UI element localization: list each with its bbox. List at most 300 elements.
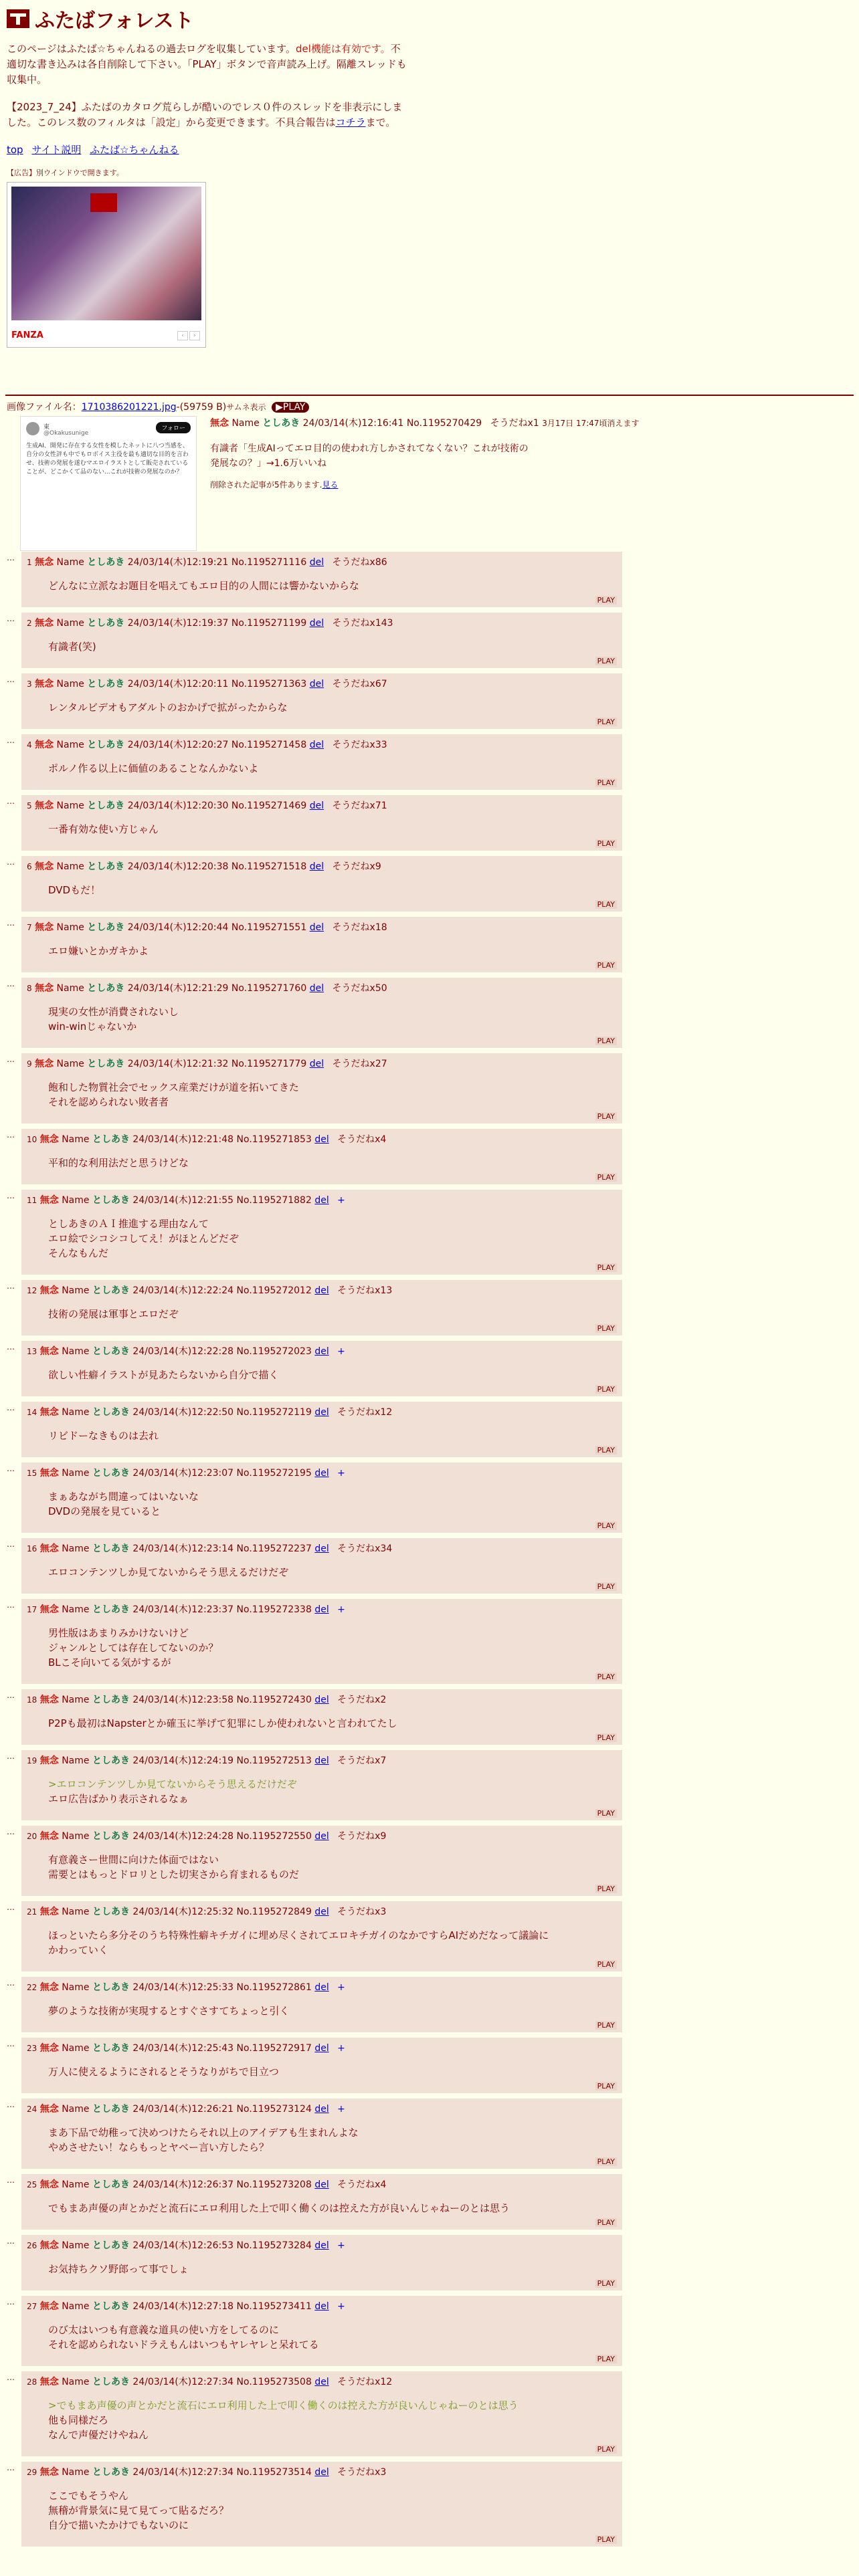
tweet-handle: @Okakusunige [43,430,89,437]
chevron-right-icon[interactable]: › [189,331,200,340]
reply-subject: 無念 [39,1982,59,1993]
reply-play [27,2355,617,2363]
reply-number: No.1195273514 [236,2467,312,2478]
reply-name-label: Name [62,1831,90,1842]
play-button[interactable]: PLAY [595,596,617,605]
reply-name-label: Name [62,2043,90,2054]
del-link[interactable]: del [314,2104,329,2115]
reply-number: No.1195273208 [236,2179,312,2190]
play-button[interactable]: PLAY [595,2082,617,2090]
reply-menu-icon[interactable]: … [7,675,15,684]
reply-number: No.1195273124 [236,2104,312,2115]
reply-body [48,578,617,593]
del-link[interactable]: del [309,861,324,872]
soudane-button[interactable]: そうだねx2 [337,1695,387,1705]
soudane-plus-button[interactable]: + [337,2240,345,2251]
reply-name: としあき [87,1059,125,1069]
reply-post [7,795,622,851]
reply-box [21,613,622,668]
file-line [7,400,850,413]
del-link[interactable]: del [309,679,324,689]
soudane-button[interactable]: そうだねx71 [332,800,387,811]
reply-menu-icon[interactable]: … [7,1691,15,1700]
soudane-plus-button[interactable]: + [337,2104,345,2115]
reply-line: 自分で描いたかけでもないのに [48,2519,189,2531]
reply-play [27,1263,617,1272]
soudane-button[interactable]: そうだねx34 [337,1543,393,1554]
soudane-button[interactable]: そうだねx3 [337,2467,387,2478]
del-link[interactable]: del [309,922,324,933]
del-link[interactable]: del [309,800,324,811]
reply-name-label: Name [62,1285,90,1296]
soudane-button[interactable]: そうだねx9 [337,1831,387,1842]
play-button[interactable]: PLAY [595,1385,617,1394]
reply-name: としあき [92,2467,130,2478]
reply-number: No.1195271458 [231,740,307,750]
report-link[interactable]: コチラ [335,116,366,128]
soudane-plus-button[interactable]: + [337,1982,345,1993]
reply-datetime: 24/03/14(木)12:23:14 [132,1543,234,1554]
reply-box [21,917,622,972]
ad-title-badge [90,193,117,212]
reply-datetime: 24/03/14(木)12:22:24 [132,1285,234,1296]
soudane-button[interactable]: そうだねx12 [337,1407,393,1418]
reply-line: 男性版はあまりみかけないけど [48,1627,189,1639]
reply-name-label: Name [62,1907,90,1917]
del-link[interactable]: del [314,2467,329,2478]
reply-menu-icon[interactable]: … [7,1403,15,1412]
reply-index: 18 [27,1695,37,1705]
reply-body [48,2323,617,2352]
reply-meta [27,1467,617,1480]
play-button[interactable]: PLAY [595,1263,617,1272]
reply-meta [27,2466,617,2479]
reply-subject: 無念 [39,1346,59,1357]
soudane-button[interactable]: そうだねx27 [332,1059,387,1069]
reply-box [21,978,622,1048]
reply-name-label: Name [56,983,84,994]
soudane-button[interactable]: そうだねx3 [337,1907,387,1917]
soudane-plus-button[interactable]: + [337,1604,345,1615]
reply-menu-icon[interactable]: … [7,2373,15,2382]
reply-menu-icon[interactable]: … [7,1827,15,1836]
play-button[interactable]: PLAY [595,1582,617,1591]
play-button[interactable]: PLAY [595,961,617,970]
reply-body [48,2262,617,2276]
op-body-line-1: 有識者「生成AIってエロ目的の使われ方しかされてなくない？これが技術の [210,443,529,454]
reply-index: 11 [27,1196,37,1205]
reply-menu-icon[interactable]: … [7,1903,15,1912]
ad-banner[interactable] [7,182,206,348]
play-button[interactable]: PLAY [595,2218,617,2227]
reply-subject: 無念 [39,1695,59,1705]
play-button[interactable]: PLAY [595,2021,617,2030]
reply-meta [27,1603,617,1616]
reply-name: としあき [92,1346,130,1357]
reply-subject: 無念 [35,618,54,629]
reply-subject: 無念 [35,800,54,811]
reply-name: としあき [92,2179,130,2190]
reply-menu-icon[interactable]: … [7,614,15,623]
del-link[interactable]: del [314,2301,329,2312]
nav-top-link[interactable]: top [7,144,23,156]
reply-subject: 無念 [39,2240,59,2251]
reply-menu-icon[interactable]: … [7,2463,15,2472]
play-button[interactable]: PLAY [595,2355,617,2363]
del-link[interactable]: del [314,2240,329,2251]
file-info: -(59759 B) [176,402,227,413]
reply-menu-icon[interactable]: … [7,2297,15,2306]
reply-body [48,1716,617,1731]
soudane-button[interactable]: そうだねx50 [332,983,387,994]
play-button[interactable]: PLAY [595,1521,617,1530]
op-play-button[interactable] [272,402,309,413]
reply-name-label: Name [62,1346,90,1357]
del-link[interactable]: del [314,1604,329,1615]
del-link[interactable]: del [309,1059,324,1069]
reply-name-label: Name [62,2240,90,2251]
reply-play [27,1037,617,1045]
reply-subject: 無念 [35,861,54,872]
reply-menu-icon[interactable]: … [7,1191,15,1200]
reply-index: 2 [27,619,32,628]
reply-name-label: Name [62,2377,90,2387]
soudane-button[interactable]: そうだねx13 [337,1285,393,1296]
reply-name: としあき [87,922,125,933]
del-link[interactable]: del [314,1195,329,1206]
reply-line: P2Pも最初はNapsterとか確玉に挙げて犯罪にしか使われないと言われてたし [48,1717,397,1729]
reply-line: としあきのＡＩ推進する理由なんて [48,1218,209,1230]
play-button[interactable]: PLAY [595,718,617,726]
reply-menu-icon[interactable]: … [7,1600,15,1610]
reply-index: 10 [27,1135,37,1144]
reply-name: としあき [87,679,125,689]
reply-datetime: 24/03/14(木)12:20:11 [127,679,229,689]
reply-datetime: 24/03/14(木)12:20:27 [127,740,229,750]
intro-text-c: 不適切な書き込みは各自削除して下さい。「PLAY」ボタンで音声読み上げ。隔離スレッドも収集中。 [7,43,407,86]
reply-line: でもまあ声優の声とかだと流石にエロ利用した上で叩く働くのは控えた方が良いんじゃねーのとは思う [48,2202,510,2214]
reply-line: どんなに立派なお題目を唱えてもエロ目的の人間には響かないからな [48,580,360,592]
reply-line: 技術の発展は軍事とエロだぞ [48,1308,179,1320]
reply-index: 5 [27,801,32,811]
reply-menu-icon[interactable]: … [7,1539,15,1549]
del-link[interactable]: del [314,2043,329,2054]
play-button[interactable]: PLAY [595,1037,617,1045]
reply-name: としあき [92,2104,130,2115]
reply-body [48,1004,617,1034]
reply-meta [27,1345,617,1358]
reply-menu-icon[interactable]: … [7,2175,15,2185]
reply-index: 19 [27,1756,37,1765]
play-button[interactable]: PLAY [595,2535,617,2544]
reply-line: 一番有効な使い方じゃん [48,823,159,835]
del-link[interactable]: del [314,1407,329,1418]
ad-image[interactable] [11,187,201,320]
reply-menu-icon[interactable]: … [7,1978,15,1988]
play-button[interactable]: PLAY [595,1885,617,1893]
reply-subject: 無念 [35,740,54,750]
reply-name-label: Name [62,2467,90,2478]
reply-line: やめさせたい！ならもっとヤベー言い方したら？ [48,2141,270,2153]
reply-subject: 無念 [39,2301,59,2312]
reply-subject: 無念 [39,1285,59,1296]
reply-post [7,2235,622,2290]
reply-line: DVDの発展を見ていると [48,1505,161,1517]
reply-name-label: Name [62,1604,90,1615]
reply-post [7,613,622,668]
reply-datetime: 24/03/14(木)12:22:50 [132,1407,234,1418]
op-name: としあき [262,418,300,429]
reply-line: それを認められないドラえもんはいつもヤレヤレと呆れてる [48,2339,319,2351]
del-link[interactable]: del [314,2377,329,2387]
soudane-button[interactable]: そうだねx9 [332,861,381,872]
reply-subject: 無念 [35,679,54,689]
reply-index: 3 [27,679,32,689]
reply-menu-icon[interactable]: … [7,553,15,562]
reply-index: 15 [27,1469,37,1478]
ad-label: 【広告】別ウインドウで開きます。 [7,169,124,177]
reply-meta [27,799,617,813]
play-button[interactable]: PLAY [595,900,617,909]
soudane-button[interactable]: そうだねx4 [337,1134,387,1145]
del-link[interactable]: del [309,618,324,629]
chevron-left-icon[interactable]: ‹ [177,331,188,340]
reply-menu-icon[interactable]: … [7,1130,15,1140]
play-button[interactable]: PLAY [595,1112,617,1121]
reply-post [7,2038,622,2093]
del-link[interactable]: del [314,1907,329,1917]
reply-line: 平和的な利用法だと思うけどな [48,1157,189,1169]
reply-number: No.1195272513 [236,1755,312,1766]
deleted-notice [210,477,640,492]
reply-name-label: Name [56,1059,84,1069]
play-button[interactable]: PLAY [595,1809,617,1818]
reply-datetime: 24/03/14(木)12:27:34 [132,2467,234,2478]
reply-name-label: Name [56,922,84,933]
reply-name: としあき [92,1982,130,1993]
reply-name: としあき [92,1755,130,1766]
reply-datetime: 24/03/14(木)12:26:37 [132,2179,234,2190]
reply-play [27,718,617,726]
soudane-button[interactable]: そうだねx33 [332,740,387,750]
reply-subject: 無念 [39,1755,59,1766]
soudane-button[interactable]: そうだねx86 [332,557,387,568]
soudane-button[interactable]: そうだねx7 [337,1755,387,1766]
del-link[interactable]: del [314,1134,329,1145]
reply-index: 21 [27,1907,37,1917]
reply-box [21,1341,622,1396]
play-button[interactable]: PLAY [595,1173,617,1182]
reply-play [27,2082,617,2090]
reply-menu-icon[interactable]: … [7,2236,15,2246]
reply-name: としあき [92,1907,130,1917]
reply-box [21,2296,622,2366]
reply-body [48,761,617,776]
nav-about-link[interactable]: サイト説明 [31,144,82,156]
reply-menu-icon[interactable]: … [7,979,15,988]
reply-line: >エロコンテンツしか見てないからそう思えるだけだぞ [48,1778,297,1790]
file-link[interactable]: 1710386201221.jpg [81,402,177,413]
reply-name-label: Name [62,1982,90,1993]
reply-box [21,1280,622,1335]
del-link[interactable]: del [314,1755,329,1766]
play-button[interactable]: PLAY [595,839,617,848]
reply-menu-icon[interactable]: … [7,857,15,867]
reply-line: 欲しい性癖イラストが見あたらないから自分で描く [48,1369,279,1381]
reply-datetime: 24/03/14(木)12:21:55 [132,1195,234,1206]
play-button[interactable]: PLAY [595,1733,617,1742]
reply-line: お気持ちクソ野郎って事でしょ [48,2263,189,2275]
nav-futaba-link[interactable]: ふたば☆ちゃんねる [90,144,179,156]
op-play-label: PLAY [282,402,306,413]
reply-menu-icon[interactable]: … [7,1055,15,1064]
reply-number: No.1195271853 [236,1134,312,1145]
reply-datetime: 24/03/14(木)12:23:58 [132,1695,234,1705]
tweet-follow-button: フォロー [156,422,191,433]
reply-post [7,1901,622,1971]
reply-line: 万人に使えるようにされるとそうなりがちで目立つ [48,2066,279,2078]
play-button[interactable]: PLAY [595,2445,617,2454]
reply-line: DVDもだ！ [48,884,101,896]
play-button[interactable]: PLAY [595,657,617,665]
reply-menu-icon[interactable]: … [7,1281,15,1291]
reply-play [27,900,617,909]
reply-subject: 無念 [39,2179,59,2190]
reply-datetime: 24/03/14(木)12:25:32 [132,1907,234,1917]
soudane-plus-button[interactable]: + [337,2043,345,2054]
soudane-plus-button[interactable]: + [337,2301,345,2312]
play-button[interactable]: PLAY [595,1324,617,1333]
reply-index: 25 [27,2180,37,2189]
reply-post [7,1826,622,1896]
reply-subject: 無念 [39,1407,59,1418]
reply-index: 7 [27,923,32,932]
reply-body [48,1626,617,1670]
reply-menu-icon[interactable]: … [7,2100,15,2109]
reply-name: としあき [92,1543,130,1554]
reply-index: 12 [27,1286,37,1295]
reply-menu-icon[interactable]: … [7,918,15,928]
del-link[interactable]: del [314,1346,329,1357]
reply-meta [27,738,617,752]
soudane-button[interactable]: そうだねx67 [332,679,387,689]
reply-number: No.1195271116 [231,557,307,568]
reply-menu-icon[interactable]: … [7,1342,15,1352]
reply-play [27,1809,617,1818]
reply-subject: 無念 [35,1059,54,1069]
soudane-plus-button[interactable]: + [337,1346,345,1357]
soudane-button[interactable]: そうだねx143 [332,618,393,629]
reply-menu-icon[interactable]: … [7,796,15,806]
soudane-button[interactable]: そうだねx4 [337,2179,387,2190]
reply-play [27,1173,617,1182]
reply-subject: 無念 [39,2377,59,2387]
play-button[interactable]: PLAY [595,2279,617,2288]
soudane-plus-button[interactable]: + [337,1195,345,1206]
soudane-plus-button[interactable]: + [337,1468,345,1479]
avatar [26,422,39,435]
reply-name: としあき [87,557,125,568]
reply-menu-icon[interactable]: … [7,736,15,745]
reply-subject: 無念 [39,1604,59,1615]
op-soudane[interactable]: そうだねx1 [490,418,539,429]
play-button[interactable]: PLAY [595,1446,617,1455]
reply-post [7,1599,622,1684]
notice-text-b: まで。 [365,116,396,128]
reply-number: No.1195271882 [236,1195,312,1206]
play-button[interactable]: PLAY [595,1673,617,1681]
op-post [7,400,850,551]
reply-subject: 無念 [35,557,54,568]
play-button[interactable]: PLAY [595,778,617,787]
reply-datetime: 24/03/14(木)12:23:37 [132,1604,234,1615]
soudane-button[interactable]: そうだねx18 [332,922,387,933]
reply-line: エロ広告ばかり表示されるなぁ [48,1793,189,1805]
del-link[interactable]: del [314,1831,329,1842]
reply-line: ジャンルとしては存在してないのか？ [48,1642,219,1654]
reply-box [21,552,622,607]
del-link[interactable]: del [309,983,324,994]
op-datetime: 24/03/14(木)12:16:41 [302,418,404,429]
del-link[interactable]: del [314,1543,329,1554]
reply-menu-icon[interactable]: … [7,1464,15,1473]
del-link[interactable]: del [314,1982,329,1993]
reply-index: 13 [27,1347,37,1356]
reply-meta [27,1133,617,1146]
del-link[interactable]: del [309,557,324,568]
reply-play [27,778,617,787]
reply-box [21,1901,622,1971]
del-link[interactable]: del [314,1468,329,1479]
reply-post [7,1341,622,1396]
reply-name-label: Name [62,1755,90,1766]
reply-name-label: Name [62,1195,90,1206]
del-link[interactable]: del [314,1695,329,1705]
reply-datetime: 24/03/14(木)12:22:28 [132,1346,234,1357]
reply-post [7,2371,622,2456]
reply-menu-icon[interactable]: … [7,1751,15,1761]
reply-play [27,2279,617,2288]
reply-box [21,1402,622,1457]
reply-post [7,673,622,729]
reply-post [7,552,622,607]
op-thumbnail[interactable] [20,416,197,551]
reply-meta [27,860,617,873]
soudane-button[interactable]: そうだねx12 [337,2377,393,2387]
reply-menu-icon[interactable]: … [7,2039,15,2048]
reply-meta [27,2178,617,2191]
del-link[interactable]: del [309,740,324,750]
reply-line: まぁあながち間違ってはいないな [48,1491,199,1503]
show-deleted-link[interactable]: 見る [322,480,339,490]
play-button[interactable]: PLAY [595,2157,617,2166]
reply-body [48,700,617,715]
reply-line: 現実の女性が消費されないし [48,1006,179,1018]
reply-post [7,1463,622,1533]
play-button[interactable]: PLAY [595,1960,617,1969]
reply-number: No.1195271551 [231,922,307,933]
reply-name: としあき [92,2043,130,2054]
reply-datetime: 24/03/14(木)12:26:21 [132,2104,234,2115]
reply-box [21,856,622,911]
reply-line: エロコンテンツしか見てないからそう思えるだけだぞ [48,1566,289,1578]
del-link[interactable]: del [314,1285,329,1296]
reply-index: 14 [27,1408,37,1417]
op-subject: 無念 [210,418,229,429]
reply-meta [27,2103,617,2116]
del-link[interactable]: del [314,2179,329,2190]
reply-subject: 無念 [39,1831,59,1842]
